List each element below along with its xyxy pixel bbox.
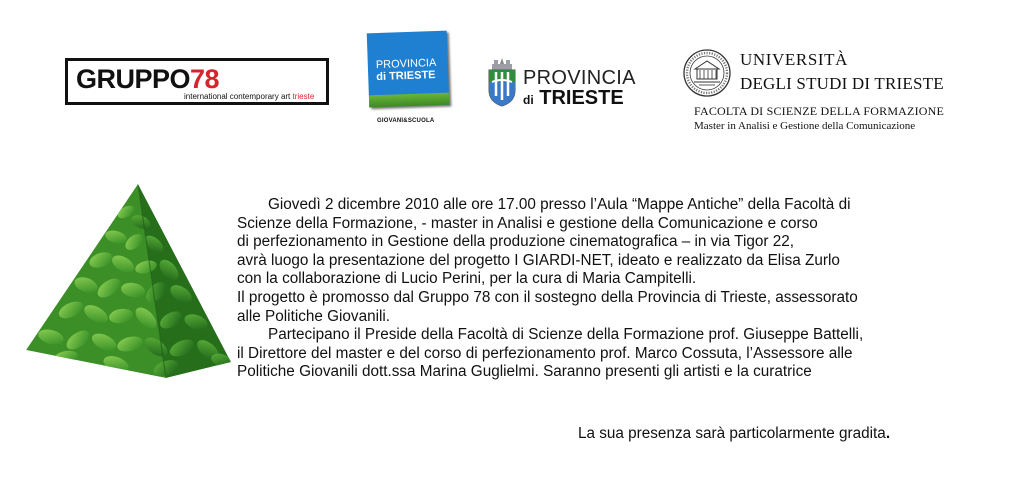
gruppo78-name-number: 78 [190,64,220,94]
invitation-text [237,196,977,382]
university-line2: DEGLI STUDI DI TRIESTE [740,74,944,93]
text-line: Politiche Giovanili dott.ssa Marina Guglielmi. Saranno presenti gli artisti e la curatrice [237,363,812,381]
provincia-trieste-name: TRIESTE [539,87,624,109]
gruppo78-subtitle-prefix: international contemporary art [184,92,293,101]
university-faculty: FACOLTA DI SCIENZE DELLA FORMAZIONE [694,104,945,118]
closing-period: . [885,425,891,442]
provincia-trieste-line1: PROVINCIA [523,67,636,89]
university-seal-icon [682,48,732,98]
gruppo78-subtitle-city: trieste [292,92,315,101]
university-master: Master in Analisi e Gestione della Comunicazione [694,120,916,132]
provincia-giovani-logo [367,31,450,108]
text-line: alle Politiche Giovanili. [237,307,391,325]
text-line: Scienze della Formazione, - master in Analisi e gestione della Comunicazione e corso [237,214,818,232]
grass-strip [369,93,449,108]
provincia-giovani-line1: PROVINCIA [375,57,437,72]
provincia-trieste-line2 [523,88,624,110]
trieste-crest-icon [486,56,518,108]
text-line: Il progetto è promosso dal Gruppo 78 con il sostegno della Provincia di Trieste, assessorato [237,288,858,306]
closing-text: La sua presenza sarà particolarmente gradita [578,425,886,442]
university-line1: UNIVERSITÀ [740,50,848,69]
gruppo78-logo [65,58,329,105]
giovani-scuola-caption: GIOVANI&SCUOLA [377,118,435,124]
leaf-pyramid-image [26,182,232,378]
text-line: il Direttore del master e del corso di perfezionamento prof. Marco Cossuta, l’Assessore alle [237,344,853,362]
text-line: avrà luogo la presentazione del progetto I GIARDI-NET, ideato e realizzato da Elisa Zurlo [237,251,840,269]
gruppo78-name [76,64,219,94]
provincia-trieste-di: di [523,93,534,107]
text-line: Partecipano il Preside della Facoltà di Scienze della Formazione prof. Giuseppe Battelli, [268,326,864,344]
gruppo78-name-prefix: GRUPPO [76,64,191,94]
text-line: con la collaborazione di Lucio Perini, per la cura di Maria Campitelli. [237,270,697,288]
gruppo78-subtitle [184,92,314,101]
text-line: Giovedì 2 dicembre 2010 alle ore 17.00 presso l’Aula “Mappe Antiche” della Facoltà di [268,196,851,213]
text-line: di perfezionamento in Gestione della produzione cinematografica – in via Tigor 22, [237,233,794,251]
closing-line [578,425,890,443]
provincia-giovani-line2: di TRIESTE [376,69,436,84]
